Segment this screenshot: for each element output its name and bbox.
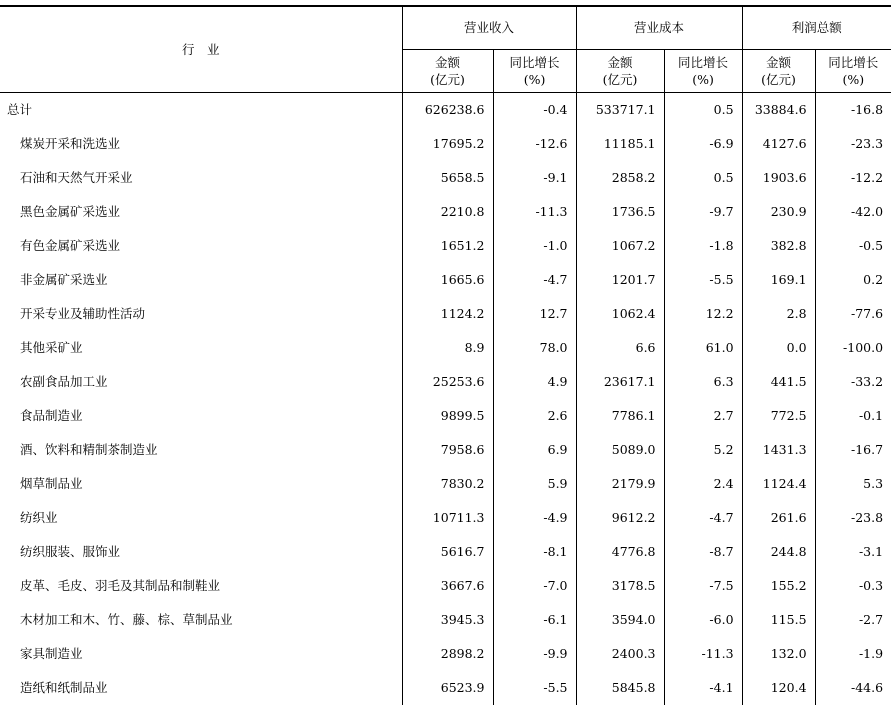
cost-growth-cell: -4.1 [664,671,742,705]
cost-amount-cell: 23617.1 [576,365,664,399]
profit-amount-cell: 441.5 [742,365,815,399]
cost-amount-label: 金额 [577,54,664,71]
industry-name-cell: 农副食品加工业 [0,365,402,399]
cost-growth-cell: 61.0 [664,331,742,365]
revenue-amount-cell: 2898.2 [402,637,493,671]
cost-amount-cell: 5845.8 [576,671,664,705]
table-row [0,127,891,161]
profit-growth-cell: -16.8 [815,93,891,128]
revenue-growth-cell: 5.9 [493,467,576,501]
industry-name-cell: 有色金属矿采选业 [0,229,402,263]
profit-growth-cell: -2.7 [815,603,891,637]
industry-header: 行 业 [0,6,402,93]
profit-growth-cell: -23.8 [815,501,891,535]
table-row [0,161,891,195]
profit-growth-cell: -12.2 [815,161,891,195]
revenue-amount-cell: 5616.7 [402,535,493,569]
industry-name-cell: 家具制造业 [0,637,402,671]
profit-growth-cell: -42.0 [815,195,891,229]
revenue-amount-cell: 6523.9 [402,671,493,705]
table-row [0,535,891,569]
profit-amount-cell: 169.1 [742,263,815,297]
table-body [0,93,891,705]
revenue-amount-cell: 25253.6 [402,365,493,399]
profit-growth-cell: -33.2 [815,365,891,399]
profit-growth-cell: -44.6 [815,671,891,705]
profit-growth-cell: -77.6 [815,297,891,331]
revenue-growth-cell: -0.4 [493,93,576,128]
industry-name-cell: 酒、饮料和精制茶制造业 [0,433,402,467]
revenue-amount-cell: 626238.6 [402,93,493,128]
cost-growth-header [664,50,742,93]
profit-amount-cell: 120.4 [742,671,815,705]
revenue-amount-cell: 7958.6 [402,433,493,467]
profit-growth-cell: -23.3 [815,127,891,161]
industry-name-cell: 开采专业及辅助性活动 [0,297,402,331]
table-row [0,297,891,331]
cost-amount-cell: 3178.5 [576,569,664,603]
industry-table [0,5,891,705]
profit-amount-cell: 0.0 [742,331,815,365]
table-row [0,671,891,705]
profit-amount-cell: 4127.6 [742,127,815,161]
cost-growth-cell: -7.5 [664,569,742,603]
cost-amount-cell: 1062.4 [576,297,664,331]
revenue-growth-cell: -4.7 [493,263,576,297]
revenue-growth-cell: -5.5 [493,671,576,705]
cost-growth-cell: 2.7 [664,399,742,433]
cost-amount-cell: 1201.7 [576,263,664,297]
industry-name-cell: 纺织服装、服饰业 [0,535,402,569]
profit-amount-cell: 382.8 [742,229,815,263]
revenue-growth-cell: -12.6 [493,127,576,161]
profit-amount-cell: 1431.3 [742,433,815,467]
cost-growth-cell: -6.0 [664,603,742,637]
revenue-amount-cell: 1124.2 [402,297,493,331]
revenue-amount-cell: 3667.6 [402,569,493,603]
profit-growth-cell: 0.2 [815,263,891,297]
cost-growth-cell: 0.5 [664,161,742,195]
revenue-amount-unit: (亿元) [403,71,493,88]
industry-name-cell: 其他采矿业 [0,331,402,365]
profit-growth-cell: -100.0 [815,331,891,365]
table-row [0,433,891,467]
table-row [0,603,891,637]
revenue-group-header: 营业收入 [402,6,576,50]
revenue-amount-cell: 2210.8 [402,195,493,229]
revenue-amount-cell: 7830.2 [402,467,493,501]
industry-name-cell: 造纸和纸制品业 [0,671,402,705]
cost-growth-unit: (%) [665,71,742,88]
revenue-growth-cell: 78.0 [493,331,576,365]
cost-amount-cell: 9612.2 [576,501,664,535]
revenue-amount-header [402,50,493,93]
cost-amount-cell: 1067.2 [576,229,664,263]
table-row [0,467,891,501]
profit-growth-cell: -3.1 [815,535,891,569]
profit-amount-cell: 155.2 [742,569,815,603]
cost-growth-cell: -4.7 [664,501,742,535]
profit-growth-cell: -0.1 [815,399,891,433]
revenue-amount-cell: 9899.5 [402,399,493,433]
profit-amount-unit: (亿元) [743,71,815,88]
revenue-amount-cell: 3945.3 [402,603,493,637]
profit-amount-cell: 33884.6 [742,93,815,128]
cost-growth-cell: -5.5 [664,263,742,297]
revenue-growth-cell: 6.9 [493,433,576,467]
revenue-growth-cell: 12.7 [493,297,576,331]
revenue-growth-cell: -9.1 [493,161,576,195]
revenue-amount-cell: 17695.2 [402,127,493,161]
cost-growth-cell: -8.7 [664,535,742,569]
cost-growth-cell: 0.5 [664,93,742,128]
revenue-amount-cell: 10711.3 [402,501,493,535]
revenue-growth-label: 同比增长 [494,54,576,71]
profit-amount-cell: 1903.6 [742,161,815,195]
profit-amount-cell: 132.0 [742,637,815,671]
revenue-amount-cell: 8.9 [402,331,493,365]
cost-amount-cell: 2400.3 [576,637,664,671]
profit-amount-cell: 261.6 [742,501,815,535]
profit-growth-label: 同比增长 [816,54,892,71]
cost-amount-cell: 5089.0 [576,433,664,467]
industry-name-cell: 食品制造业 [0,399,402,433]
industry-name-cell: 非金属矿采选业 [0,263,402,297]
cost-amount-cell: 1736.5 [576,195,664,229]
table-row [0,195,891,229]
profit-growth-cell: 5.3 [815,467,891,501]
cost-growth-cell: -9.7 [664,195,742,229]
table-header [0,6,891,93]
profit-growth-cell: -0.5 [815,229,891,263]
cost-amount-cell: 6.6 [576,331,664,365]
revenue-growth-cell: -8.1 [493,535,576,569]
cost-growth-cell: 2.4 [664,467,742,501]
industry-name-cell: 纺织业 [0,501,402,535]
revenue-growth-cell: 4.9 [493,365,576,399]
profit-amount-header [742,50,815,93]
industry-name-cell: 黑色金属矿采选业 [0,195,402,229]
revenue-growth-cell: -7.0 [493,569,576,603]
profit-growth-header [815,50,891,93]
revenue-amount-cell: 1665.6 [402,263,493,297]
cost-amount-cell: 2858.2 [576,161,664,195]
revenue-growth-cell: -4.9 [493,501,576,535]
industry-name-cell: 皮革、毛皮、羽毛及其制品和制鞋业 [0,569,402,603]
cost-growth-cell: -1.8 [664,229,742,263]
revenue-amount-cell: 1651.2 [402,229,493,263]
cost-growth-cell: 12.2 [664,297,742,331]
revenue-growth-cell: 2.6 [493,399,576,433]
cost-growth-cell: 5.2 [664,433,742,467]
profit-growth-unit: (%) [816,71,892,88]
cost-amount-cell: 3594.0 [576,603,664,637]
profit-amount-cell: 772.5 [742,399,815,433]
cost-amount-unit: (亿元) [577,71,664,88]
profit-amount-label: 金额 [743,54,815,71]
industry-name-cell: 木材加工和木、竹、藤、棕、草制品业 [0,603,402,637]
cost-amount-header [576,50,664,93]
revenue-amount-cell: 5658.5 [402,161,493,195]
cost-growth-cell: 6.3 [664,365,742,399]
industry-name-cell: 煤炭开采和洗选业 [0,127,402,161]
cost-group-header: 营业成本 [576,6,742,50]
cost-growth-cell: -11.3 [664,637,742,671]
profit-growth-cell: -1.9 [815,637,891,671]
cost-growth-label: 同比增长 [665,54,742,71]
industry-name-cell: 烟草制品业 [0,467,402,501]
cost-amount-cell: 2179.9 [576,467,664,501]
cost-amount-cell: 11185.1 [576,127,664,161]
table-row [0,263,891,297]
profit-group-header: 利润总额 [742,6,891,50]
profit-amount-cell: 230.9 [742,195,815,229]
profit-amount-cell: 244.8 [742,535,815,569]
revenue-growth-header [493,50,576,93]
revenue-growth-cell: -6.1 [493,603,576,637]
cost-growth-cell: -6.9 [664,127,742,161]
table-row [0,569,891,603]
table-row [0,637,891,671]
profit-growth-cell: -16.7 [815,433,891,467]
cost-amount-cell: 7786.1 [576,399,664,433]
table-row [0,229,891,263]
profit-amount-cell: 2.8 [742,297,815,331]
table-row [0,399,891,433]
table-row [0,365,891,399]
profit-amount-cell: 115.5 [742,603,815,637]
industry-name-cell: 石油和天然气开采业 [0,161,402,195]
revenue-growth-cell: -11.3 [493,195,576,229]
revenue-growth-cell: -9.9 [493,637,576,671]
revenue-amount-label: 金额 [403,54,493,71]
table-row [0,501,891,535]
table-row [0,93,891,128]
table-row [0,331,891,365]
profit-growth-cell: -0.3 [815,569,891,603]
cost-amount-cell: 533717.1 [576,93,664,128]
revenue-growth-unit: (%) [494,71,576,88]
revenue-growth-cell: -1.0 [493,229,576,263]
cost-amount-cell: 4776.8 [576,535,664,569]
industry-name-cell: 总计 [0,93,402,128]
profit-amount-cell: 1124.4 [742,467,815,501]
